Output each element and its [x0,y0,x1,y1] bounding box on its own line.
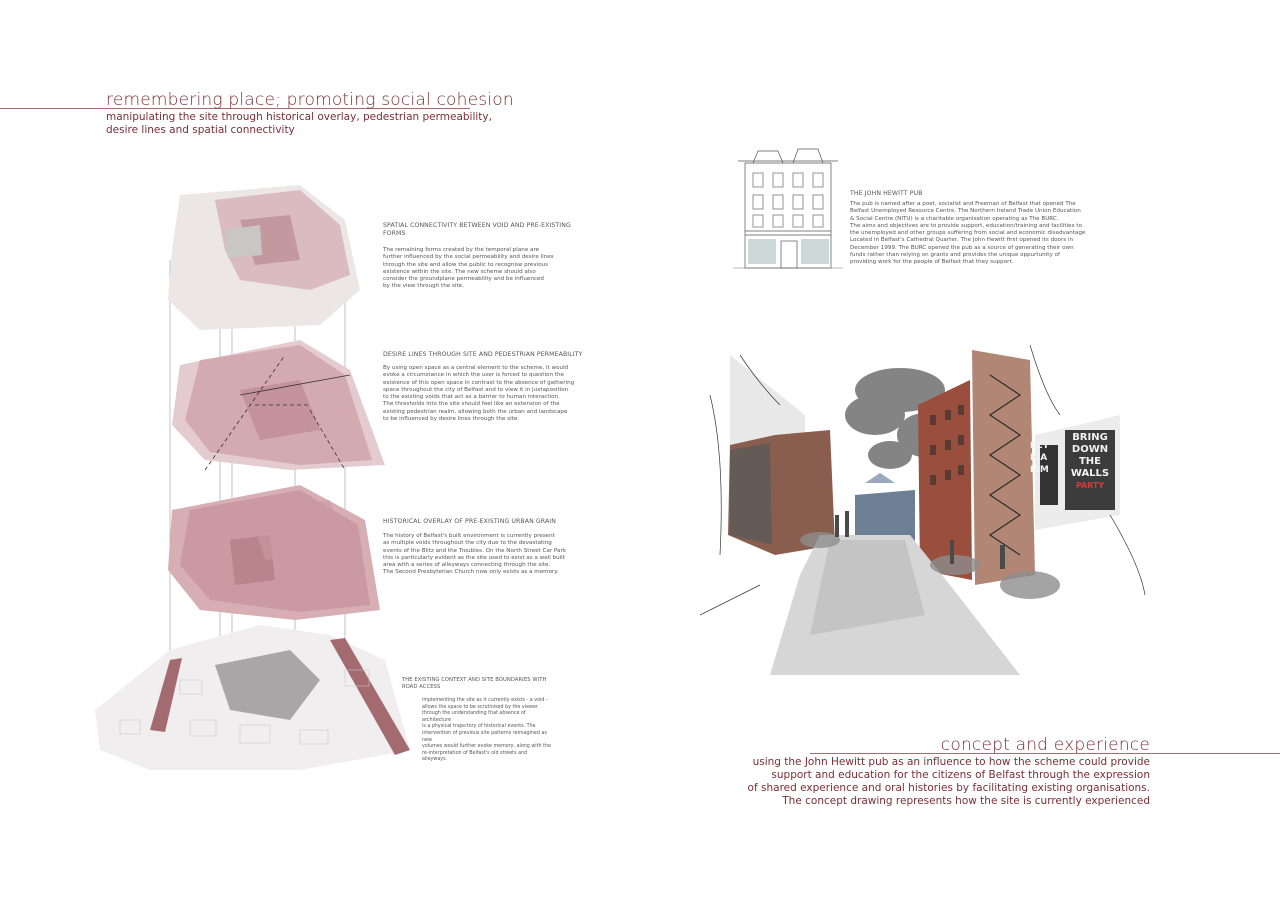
pub-caption-body: The pub is named after a poet, socialist and Freeman of Belfast that opened The Belfast Unemployed Resource Centre. The Northern Ireland Trade Union Education & Social Centre (NITU) is a charitable organisation operating as The BURC. The aims and objectives are to provide support, education/training and facilities to the unemployed and other groups suffering from social and economic disadvantage Located in Belfast's Cathedral Quarter, The John Hewitt first opened its doors in December 1999. The BURC opened the pub as a source of generating their own funds rather than relying on grants and provides the unique oppurtunity of providing work for the people of Belfast that they support. [850,201,1086,266]
caption-historical-overlay [383,518,583,577]
page-title-left: remembering place; promoting social cohesion [106,90,514,110]
subtitle-right-line: of shared experience and oral histories by facilitating existing organisations. [747,782,1150,794]
subtitle-left-1: manipulating the site through historical overlay, pedestrian permeability, [106,111,492,123]
sign-line: THE [1078,456,1102,467]
exploded-site-diagram [0,180,420,780]
mural-line: ISM [1030,465,1049,475]
caption-heading: DESIRE LINES THROUGH SITE AND PEDESTRIAN PERMEABILITY [383,351,583,358]
layer-spatial-connectivity [168,185,360,330]
bring-down-the-walls-sign [1066,432,1114,491]
layer-existing-context [95,625,410,770]
caption-desire-lines [383,351,583,423]
subtitle-right-line: using the John Hewitt pub as an influence to how the scheme could provide [752,756,1150,768]
mural-text [1030,440,1052,476]
layer-desire-lines [172,340,385,470]
caption-body: By using open space as a central element to the scheme, it would evoke a circumstance in which the user is forced to question the existence of this open space in contrast to the absence of gathering space throughout the city of Belfast and to view it in juxtaposition to the existing voids that act as a barrier to human interaction. The thresholds into the site should feel like an extension of the existing pedestrian realm, allowing both the urban and landscape to be influenced by desire lines through the site. [383,365,575,423]
layer-historical-overlay [168,485,380,620]
pub-caption [850,190,1100,267]
caption-body: implementing the site as it currently exists - a void - allows the space to be scrutinised by the viewer through the understanding that absence of architecture is a physical trajectory of historical events. The intervention of previous site patterns reimagined as new volumes would further evoke memory, along with the re-interpretation of Belfast's old streets and alleyways. [422,698,551,763]
page-title-right: concept and experience [940,735,1150,755]
subtitle-right [748,756,1150,808]
sign-line: DOWN [1071,444,1109,455]
subtitle-right-line: The concept drawing represents how the site is currently experienced [782,795,1150,807]
subtitle-left-2: desire lines and spatial connectivity [106,124,295,136]
caption-heading: SPATIAL CONNECTIVITY BETWEEN VOID AND PRE-EXISTING FORMS [383,222,571,237]
caption-existing-context [402,677,552,764]
caption-heading: THE EXISTING CONTEXT AND SITE BOUNDARIES WITH ROAD ACCESS [402,677,547,690]
caption-spatial-connectivity [383,222,578,291]
caption-heading: HISTORICAL OVERLAY OF PRE-EXISTING URBAN GRAIN [383,518,556,525]
john-hewitt-pub-sketch [733,143,843,273]
pub-caption-heading: THE JOHN HEWITT PUB [850,190,923,197]
sign-sub: PARTY [1075,481,1105,490]
mural-line: RIA [1030,453,1048,463]
caption-body: The remaining forms created by the temporal plane are further influenced by the social permeability and desire lines through the site and allow the public to recognise previous existence within the site. The new scheme should also consider the groundplane permeability and be influenced by the view through the site. [383,247,554,290]
sign-line: WALLS [1070,468,1110,479]
subtitle-right-line: support and education for the citizens of Belfast through the expression [771,769,1150,781]
concept-collage [700,335,1160,675]
mural-line: ECT [1030,441,1049,451]
sign-line: BRING [1072,432,1108,443]
caption-body: The history of Belfast's built environment is currently present as multiple voids throughout the city due to the devastating events of the Blitz and the Troubles. On the North Street Car Park this is particularly evident as the site used to exist as a well built area with a series of alleyways connecting through the site. The Second Presbyterian Church now only exists as a memory. [383,533,567,576]
